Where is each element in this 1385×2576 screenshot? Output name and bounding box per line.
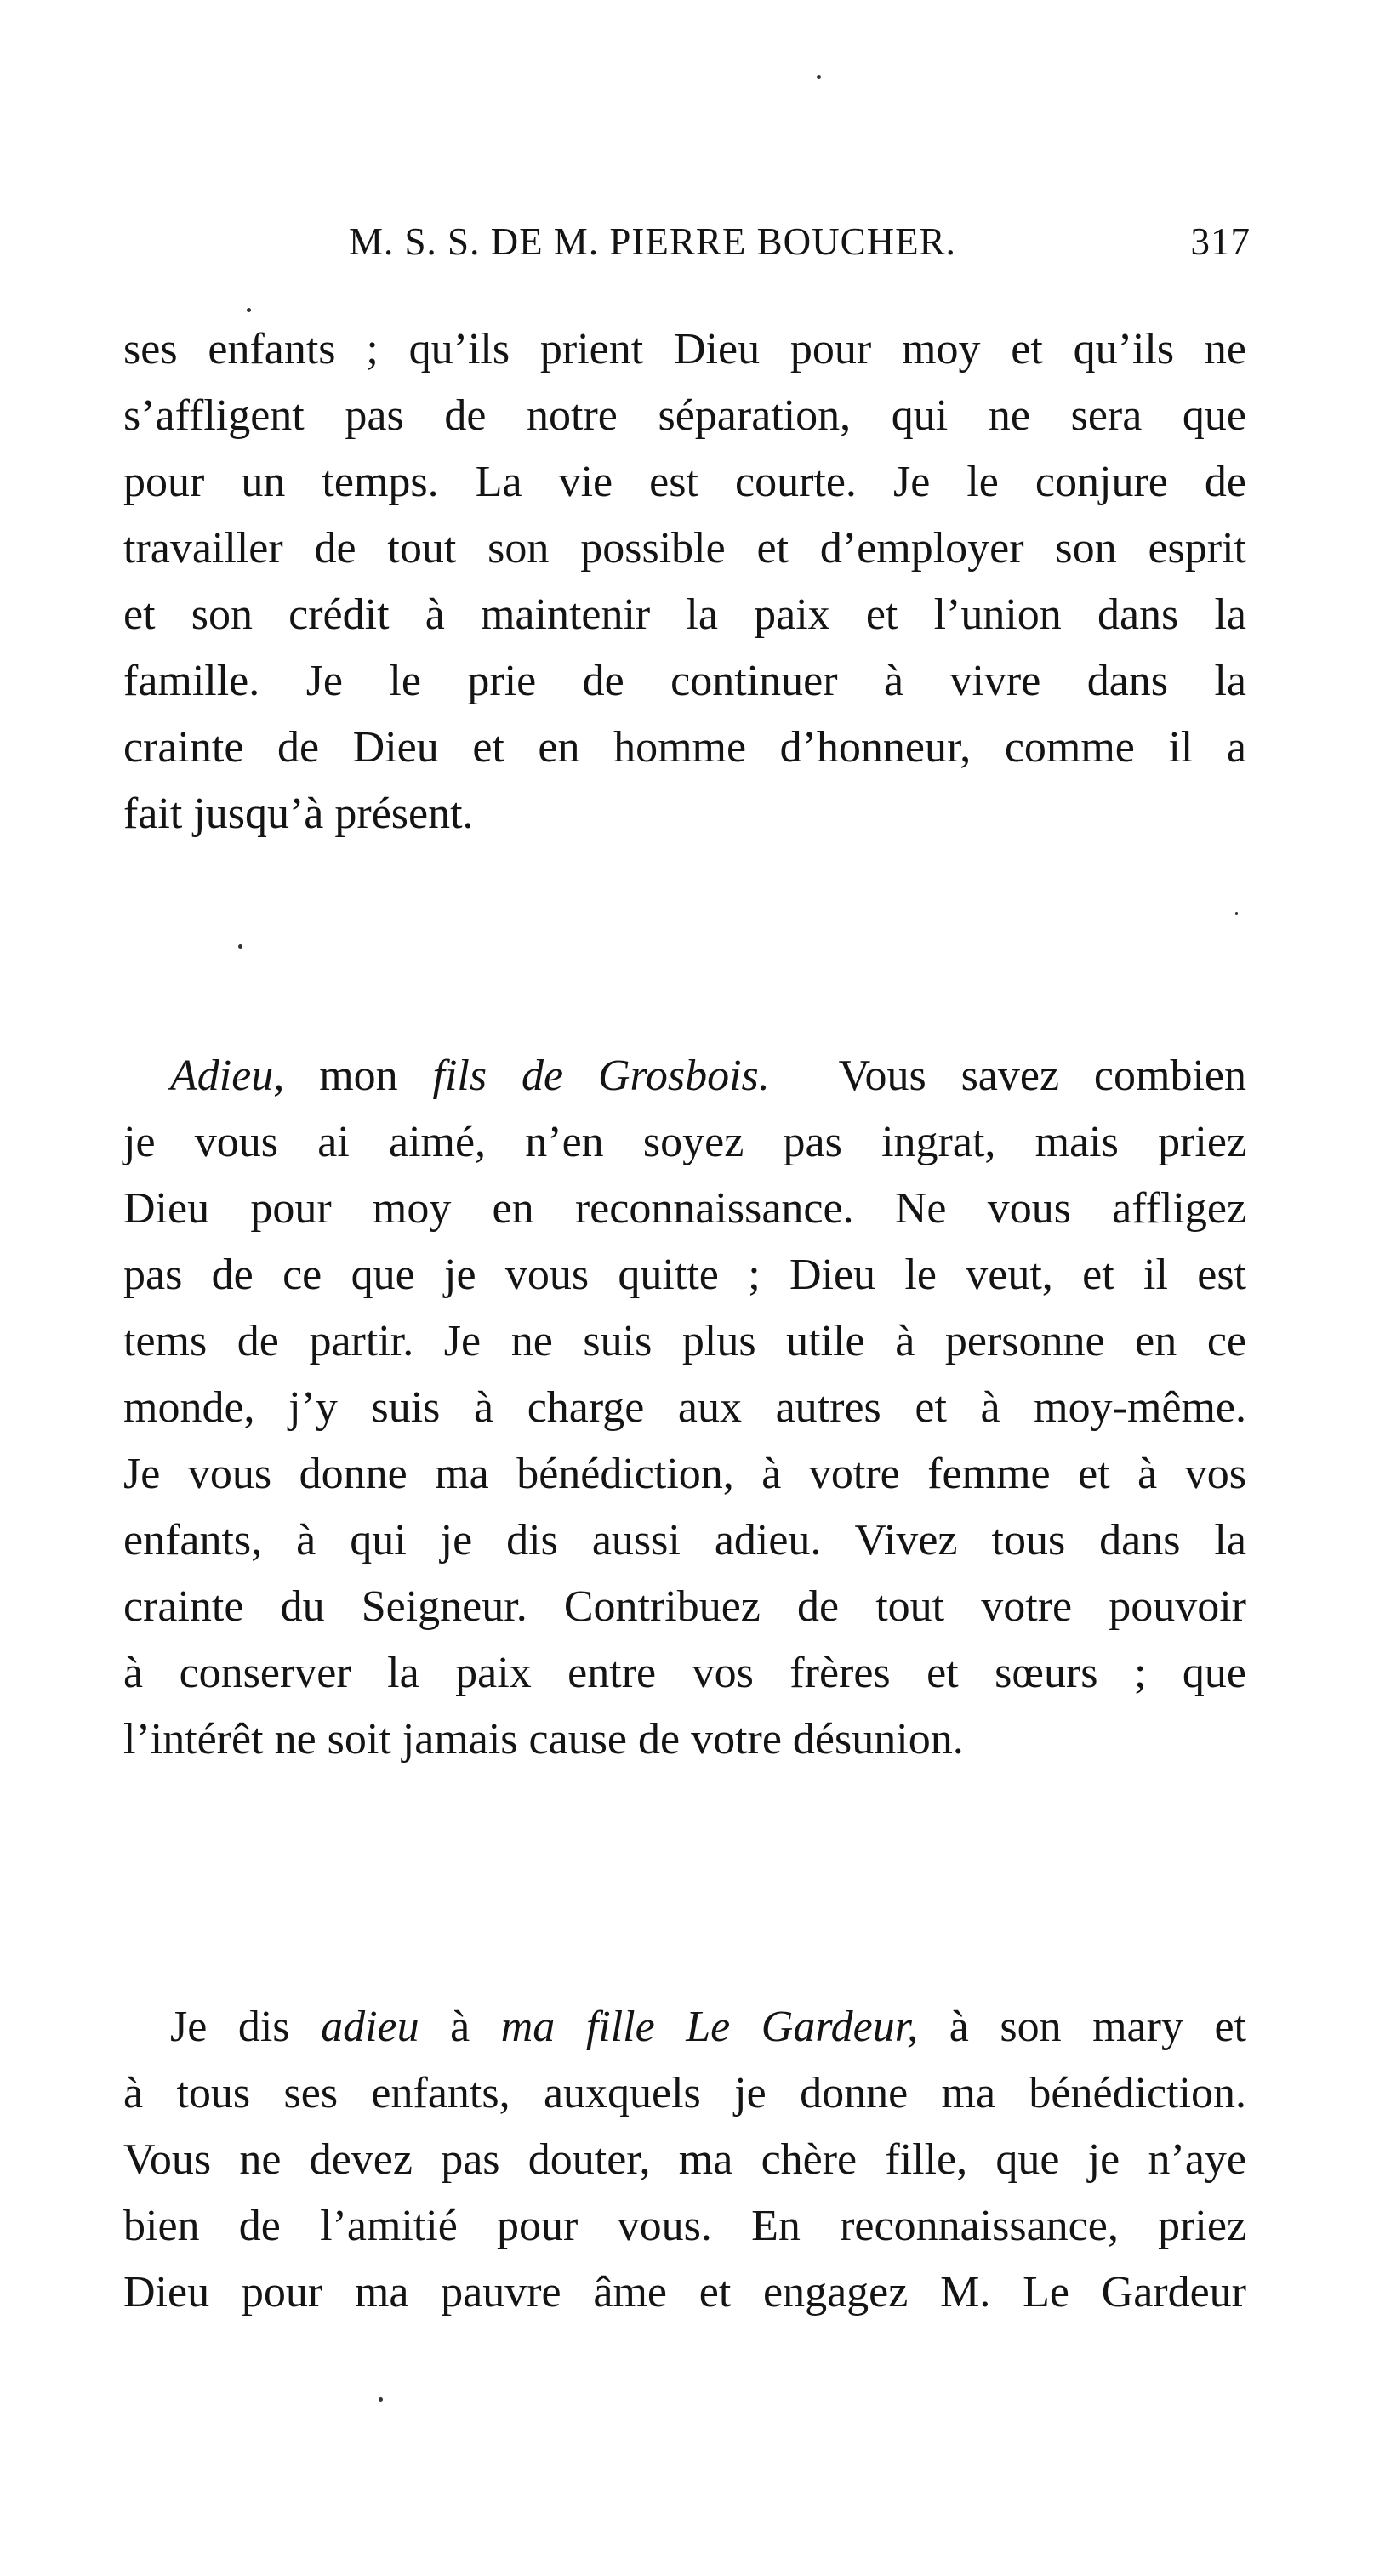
text-line: Vous ne devez pas douter, ma chère fille, que je n’aye bbox=[123, 2135, 1246, 2184]
paragraph-2-first-line bbox=[170, 1048, 1246, 1104]
running-header bbox=[128, 219, 1251, 271]
running-title: M. S. S. DE M. PIERRE BOUCHER. bbox=[349, 220, 956, 263]
italic-addressee: fils de Grosbois. bbox=[432, 1051, 770, 1100]
scan-speck bbox=[1235, 912, 1238, 915]
text-line: pour un temps. La vie est courte. Je le conjure de bbox=[123, 458, 1246, 506]
text-line: Dieu pour moy en reconnaissance. Ne vous affligez bbox=[123, 1184, 1246, 1233]
text-line: famille. Je le prie de continuer à vivre dans la bbox=[123, 657, 1246, 705]
text-line: et son crédit à maintenir la paix et l’union dans la bbox=[123, 590, 1246, 639]
text-line: ses enfants ; qu’ils prient Dieu pour moy et qu’ils ne bbox=[123, 325, 1246, 373]
text-line: fait jusqu’à présent. bbox=[123, 789, 474, 838]
text-fragment: mon bbox=[284, 1051, 433, 1100]
text-line: crainte du Seigneur. Contribuez de tout votre pouvoir bbox=[123, 1582, 1246, 1631]
paragraph-3-first-line bbox=[170, 1999, 1246, 2055]
text-fragment: à son mary et bbox=[918, 2003, 1246, 2051]
text-line: à conserver la paix entre vos frères et sœurs ; que bbox=[123, 1649, 1246, 1697]
text-fragment: Je dis bbox=[170, 2003, 322, 2051]
text-fragment: à bbox=[419, 2003, 501, 2051]
text-line: Dieu pour ma pauvre âme et engagez M. Le Gardeur bbox=[123, 2268, 1246, 2317]
italic-adieu: Adieu, bbox=[170, 1051, 285, 1100]
text-line: s’affligent pas de notre séparation, qui ne sera que bbox=[123, 391, 1246, 440]
text-fragment: Vous savez combien bbox=[769, 1051, 1246, 1100]
text-line: enfants, à qui je dis aussi adieu. Vivez tous dans la bbox=[123, 1516, 1246, 1564]
text-line: bien de l’amitié pour vous. En reconnaissance, priez bbox=[123, 2202, 1246, 2250]
italic-adieu: adieu bbox=[321, 2003, 419, 2051]
text-line: crainte de Dieu et en homme d’honneur, comme il a bbox=[123, 723, 1246, 772]
text-line: tems de partir. Je ne suis plus utile à personne en ce bbox=[123, 1317, 1246, 1365]
text-line: travailler de tout son possible et d’employer son esprit bbox=[123, 524, 1246, 573]
text-line: monde, j’y suis à charge aux autres et à moy-même. bbox=[123, 1383, 1246, 1432]
scan-speck bbox=[379, 2397, 383, 2402]
scan-speck bbox=[238, 944, 242, 949]
text-line: pas de ce que je vous quitte ; Dieu le veut, et il est bbox=[123, 1251, 1246, 1299]
text-line: Je vous donne ma bénédiction, à votre femme et à vos bbox=[123, 1450, 1246, 1498]
scan-speck bbox=[247, 308, 251, 312]
text-line: l’intérêt ne soit jamais cause de votre désunion. bbox=[123, 1715, 964, 1764]
italic-addressee: ma fille Le Gardeur, bbox=[500, 2003, 919, 2051]
text-line: je vous ai aimé, n’en soyez pas ingrat, mais priez bbox=[123, 1118, 1246, 1166]
scan-speck bbox=[817, 75, 821, 79]
text-line: à tous ses enfants, auxquels je donne ma bénédiction. bbox=[123, 2069, 1246, 2117]
page-number: 317 bbox=[1190, 220, 1251, 263]
